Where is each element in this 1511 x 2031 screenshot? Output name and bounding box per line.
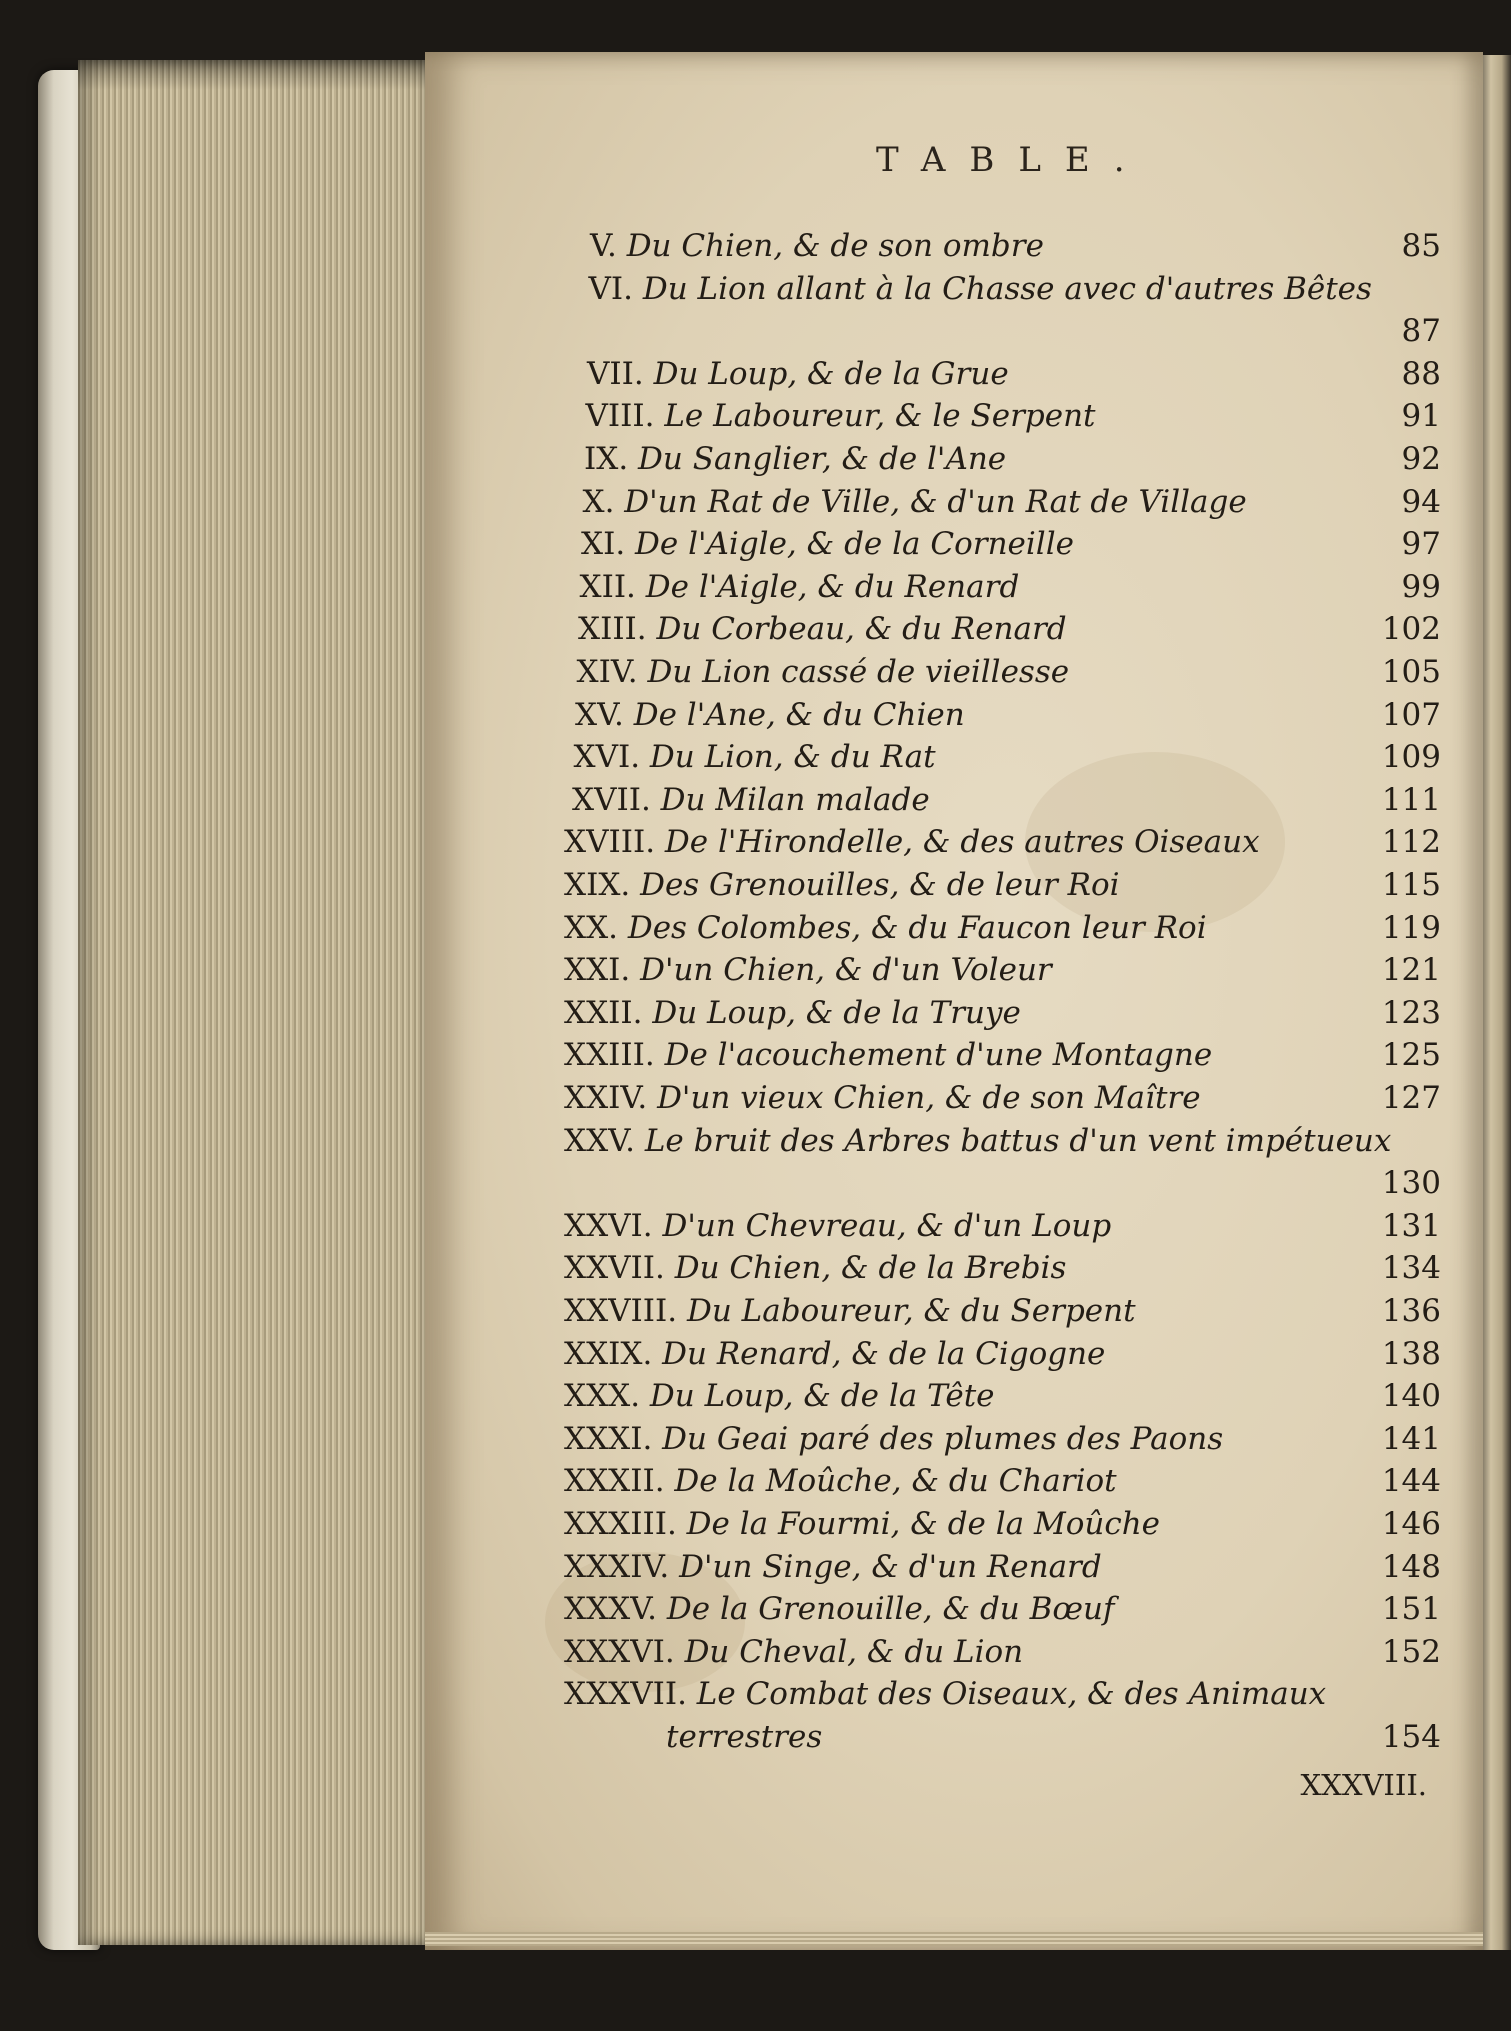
fable-title: Des Colombes, & du Faucon leur Roi xyxy=(627,909,1207,946)
fable-number: XXXI. xyxy=(564,1420,663,1457)
facing-page-edge xyxy=(1480,55,1511,1950)
toc-entry xyxy=(564,1037,1212,1073)
fable-number: XI. xyxy=(581,526,636,563)
toc-entry xyxy=(572,782,930,818)
page-number: 107 xyxy=(1381,696,1441,733)
toc-entry xyxy=(564,1676,1326,1712)
fable-number: XXV. xyxy=(564,1122,645,1159)
fable-number: XXVII. xyxy=(564,1250,675,1287)
page-number: 111 xyxy=(1381,781,1441,818)
fable-title: De l'Hirondelle, & des autres Oiseaux xyxy=(664,824,1260,861)
toc-entry xyxy=(564,1208,1111,1244)
toc-entry xyxy=(564,1378,995,1414)
toc-entry xyxy=(564,1463,1117,1499)
toc-entry xyxy=(575,697,965,733)
page-number: 152 xyxy=(1381,1633,1441,1670)
fable-number: XXXIV. xyxy=(564,1548,680,1585)
fable-number: XXI. xyxy=(564,952,641,989)
page-number: 151 xyxy=(1381,1591,1441,1628)
fable-title: De l'acouchement d'une Montagne xyxy=(664,1037,1213,1074)
page-number: 91 xyxy=(1401,398,1441,435)
fable-number: XXIV. xyxy=(564,1080,658,1116)
toc-entry xyxy=(564,1336,1105,1372)
toc-entry xyxy=(577,654,1070,690)
page-number: 87 xyxy=(1401,313,1441,350)
toc-entry xyxy=(564,995,1021,1031)
page-number: 141 xyxy=(1381,1420,1441,1457)
running-head: TABLE. xyxy=(876,140,1149,180)
fable-number: XXIX. xyxy=(564,1335,663,1372)
fable-title: D'un vieux Chien, & de son Maître xyxy=(657,1080,1201,1116)
toc-entry xyxy=(586,398,1096,434)
fable-title: Du Chien, & de son ombre xyxy=(626,228,1044,264)
fable-number: XIV. xyxy=(576,654,648,690)
fable-number: X. xyxy=(582,483,625,520)
page-number: 92 xyxy=(1401,441,1441,477)
toc-entry xyxy=(564,867,1120,903)
fable-title: Du Loup, & de la Truye xyxy=(652,994,1021,1031)
fable-title: Du Lion cassé de vieillesse xyxy=(647,654,1070,690)
toc-entry xyxy=(589,271,1372,307)
fable-title: Du Corbeau, & du Renard xyxy=(656,611,1067,648)
toc-entry xyxy=(587,356,1009,392)
fable-title: Des Grenouilles, & de leur Roi xyxy=(640,867,1120,903)
fable-number: XXXIII. xyxy=(564,1506,687,1542)
fable-title: Du Sanglier, & de l'Ane xyxy=(638,441,1007,477)
page-number: 109 xyxy=(1381,739,1441,776)
toc-entry xyxy=(564,1421,1223,1457)
toc-entry xyxy=(583,484,1247,520)
toc-entry xyxy=(564,1591,1115,1627)
page-number: 85 xyxy=(1401,228,1441,264)
toc-entry xyxy=(580,569,1020,605)
fable-title: De la Grenouille, & du Bœuf xyxy=(666,1591,1115,1628)
fable-title: De l'Aigle, & du Renard xyxy=(645,568,1020,605)
page-number: 146 xyxy=(1381,1506,1441,1542)
fable-number: XXXII. xyxy=(564,1463,675,1500)
fable-number: VI. xyxy=(588,270,643,307)
page-number: 131 xyxy=(1381,1207,1441,1244)
page-number: 138 xyxy=(1381,1335,1441,1372)
fable-number: XXVI. xyxy=(564,1207,663,1244)
fable-title: De l'Ane, & du Chien xyxy=(633,696,965,733)
page-number: 112 xyxy=(1381,824,1441,861)
fable-title: De la Moûche, & du Chariot xyxy=(674,1463,1117,1500)
fable-title-continuation: terrestres xyxy=(666,1719,823,1755)
fable-number: XX. xyxy=(564,909,628,946)
fable-title: Du Milan malade xyxy=(660,781,930,818)
fable-title: Le bruit des Arbres battus d'un vent impétueux xyxy=(644,1122,1392,1159)
page-number: 130 xyxy=(1381,1165,1441,1202)
toc-entry xyxy=(564,952,1052,988)
leaf-stack-bottom xyxy=(425,1932,1483,1946)
catchword: XXXVIII. xyxy=(1300,1768,1427,1802)
fable-number: XVI. xyxy=(573,739,650,776)
toc-entry xyxy=(564,1549,1102,1585)
page-number: 102 xyxy=(1381,611,1441,648)
fable-number: V. xyxy=(590,228,627,264)
page-number: 136 xyxy=(1381,1293,1441,1329)
fable-number: XXX. xyxy=(564,1378,650,1415)
page-number: 123 xyxy=(1381,994,1441,1031)
fable-number: XXIII. xyxy=(564,1037,665,1074)
fable-number: XXXVII. xyxy=(564,1676,697,1713)
fable-title: Du Loup, & de la Tête xyxy=(649,1378,995,1415)
toc-entry xyxy=(564,1123,1391,1159)
fable-title: Du Geai paré des plumes des Paons xyxy=(662,1420,1224,1457)
fable-title: Du Laboureur, & du Serpent xyxy=(686,1293,1136,1329)
fable-title: D'un Singe, & d'un Renard xyxy=(679,1548,1102,1585)
fable-title: D'un Chien, & d'un Voleur xyxy=(640,952,1052,989)
fable-title: Du Renard, & de la Cigogne xyxy=(662,1335,1106,1372)
page-number: 115 xyxy=(1381,867,1441,903)
fable-number: XXXVI. xyxy=(564,1633,685,1670)
fable-title: D'un Rat de Ville, & d'un Rat de Village xyxy=(624,483,1247,520)
fable-number: XXII. xyxy=(564,994,653,1031)
page-number: 148 xyxy=(1381,1548,1441,1585)
fable-title: Du Chien, & de la Brebis xyxy=(674,1250,1067,1287)
fable-number: XV. xyxy=(575,696,634,733)
fable-number: XVII. xyxy=(572,781,661,818)
page-number: 134 xyxy=(1381,1250,1441,1287)
toc-entry xyxy=(564,824,1260,860)
page-number: 140 xyxy=(1381,1378,1441,1415)
fable-title: De l'Aigle, & de la Corneille xyxy=(635,526,1074,563)
toc-entry xyxy=(564,1506,1160,1542)
fable-number: XXXV. xyxy=(564,1591,667,1628)
page-number: 121 xyxy=(1381,952,1441,989)
page-number: 105 xyxy=(1381,654,1441,690)
page-number: 94 xyxy=(1401,483,1441,520)
page-number: 127 xyxy=(1381,1080,1441,1116)
toc-entry xyxy=(564,1080,1201,1116)
fable-number: XIII. xyxy=(578,611,657,648)
fable-title: Du Lion allant à la Chasse avec d'autres Bêtes xyxy=(642,270,1372,307)
page-number: 119 xyxy=(1381,909,1441,946)
page-number: 125 xyxy=(1381,1037,1441,1074)
fable-title: Le Laboureur, & le Serpent xyxy=(664,398,1096,435)
toc-entry xyxy=(564,1293,1136,1329)
page-number: 88 xyxy=(1401,355,1441,392)
fable-title: Du Lion, & du Rat xyxy=(649,739,936,776)
page-block-edges xyxy=(78,60,438,1945)
fable-number: XXVIII. xyxy=(564,1293,687,1329)
toc-entry xyxy=(564,1250,1066,1286)
page-number: 99 xyxy=(1401,568,1441,605)
fable-number: XII. xyxy=(579,568,646,605)
page-number: 154 xyxy=(1381,1719,1441,1755)
fable-number: VIII. xyxy=(585,398,665,435)
fable-title: Du Cheval, & du Lion xyxy=(684,1633,1024,1670)
fable-title: Du Loup, & de la Grue xyxy=(653,355,1009,392)
toc-entry xyxy=(578,611,1067,647)
toc-entry xyxy=(584,441,1006,477)
toc-entry xyxy=(581,526,1074,562)
page-number: 144 xyxy=(1381,1463,1441,1500)
toc-entry xyxy=(564,1634,1023,1670)
fable-number: XIX. xyxy=(564,867,641,903)
fable-title: Le Combat des Oiseaux, & des Animaux xyxy=(696,1676,1327,1713)
fable-title: D'un Chevreau, & d'un Loup xyxy=(662,1207,1112,1244)
toc-entry xyxy=(574,739,936,775)
fable-number: IX. xyxy=(584,441,639,477)
fable-title: De la Fourmi, & de la Moûche xyxy=(686,1506,1161,1542)
toc-entry xyxy=(564,910,1207,946)
page-number: 97 xyxy=(1401,526,1441,563)
toc-entry xyxy=(590,228,1044,264)
fable-number: XVIII. xyxy=(564,824,665,861)
fable-number: VII. xyxy=(587,355,654,392)
